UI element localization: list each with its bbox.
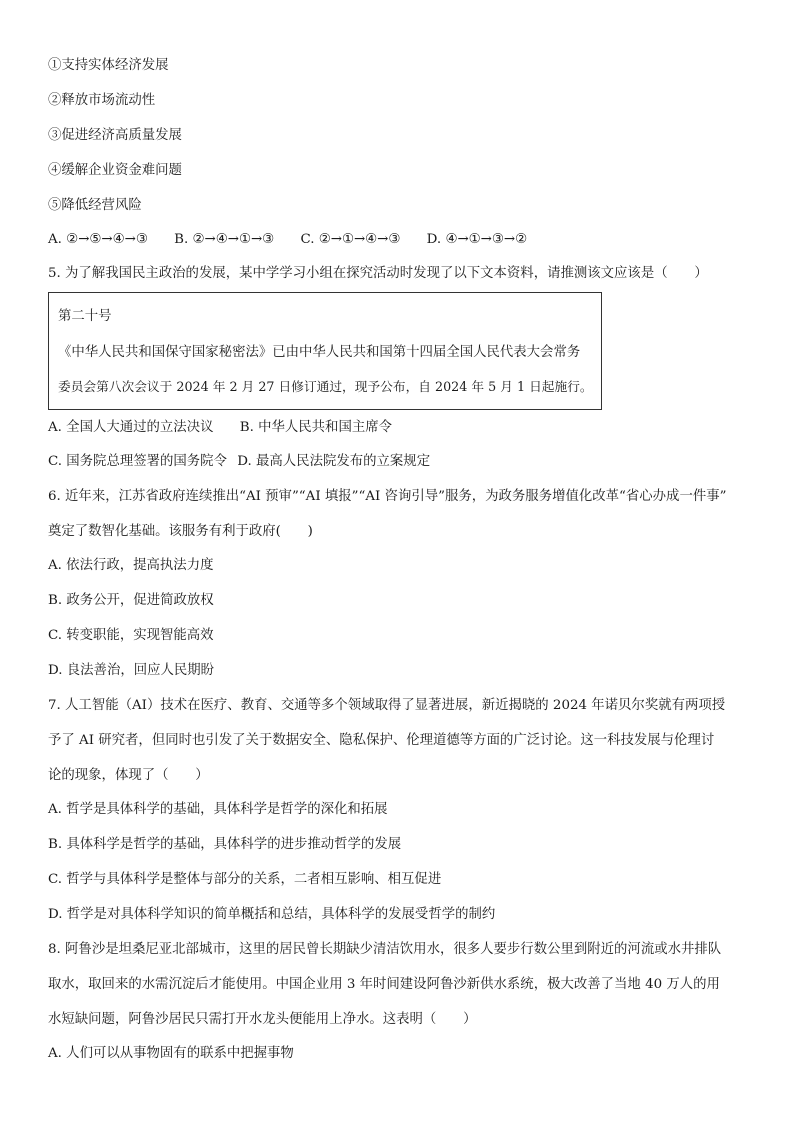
q7-option-a[interactable]: A. 哲学是具体科学的基础，具体科学是哲学的深化和拓展 [48, 802, 388, 817]
q4-item-5: ⑤降低经营风险 [48, 198, 142, 213]
q5-stem: 5. 为了解我国民主政治的发展，某中学学习小组在探究活动时发现了以下文本资料，请推测该文应该是（ ） [48, 266, 708, 281]
q7-stem-line-2: 予了 AI 研究者，但同时也引发了关于数据安全、隐私保护、伦理道德等方面的广泛讨论。这一科技发展与伦理讨 [48, 733, 715, 748]
q6-option-d[interactable]: D. 良法善治，回应人民期盼 [48, 663, 215, 678]
q4-item-4: ④缓解企业资金难问题 [48, 163, 182, 178]
q7-stem-line-1: 7. 人工智能（AI）技术在医疗、教育、交通等多个领域取得了显著进展，新近揭晓的 2024 年诺贝尔奖就有两项授 [48, 698, 726, 713]
q5-box-line-1: 《中华人民共和国保守国家秘密法》已由中华人民共和国第十四届全国人民代表大会常务 [58, 345, 581, 360]
q6-option-c[interactable]: C. 转变职能，实现智能高效 [48, 628, 214, 643]
q5-options-row-1 [48, 418, 392, 438]
q4-item-2: ②释放市场流动性 [48, 93, 156, 108]
q5-document-box [48, 292, 602, 410]
q8-stem-line-1: 8. 阿鲁沙是坦桑尼亚北部城市，这里的居民曾长期缺少清洁饮用水，很多人要步行数公里到附近的河流或水井排队 [48, 942, 722, 957]
q5-option-c[interactable]: C. 国务院总理签署的国务院令 [48, 454, 227, 469]
q4-option-b[interactable]: B. ②→④→①→③ [174, 232, 275, 247]
q4-item-1: ①支持实体经济发展 [48, 58, 169, 73]
q4-item-3: ③促进经济高质量发展 [48, 128, 182, 143]
q5-option-b[interactable]: B. 中华人民共和国主席令 [239, 420, 393, 435]
q8-option-a[interactable]: A. 人们可以从事物固有的联系中把握事物 [48, 1046, 294, 1061]
q8-stem-line-2: 取水，取回来的水需沉淀后才能使用。中国企业用 3 年时间建设阿鲁沙新供水系统，极大改善了当地 40 万人的用 [48, 977, 720, 992]
q5-option-a[interactable]: A. 全国人大通过的立法决议 [48, 420, 214, 435]
q6-stem-line-1: 6. 近年来，江苏省政府连续推出“AI 预审”“AI 填报”“AI 咨询引导”服务，为政务服务增值化改革“省心办成一件事” [48, 489, 727, 504]
q4-option-a[interactable]: A. ②→⑤→④→③ [48, 232, 148, 247]
q6-option-b[interactable]: B. 政务公开，促进简政放权 [48, 593, 214, 608]
q7-stem-line-3: 论的现象，体现了（ ） [48, 768, 209, 783]
q6-stem-line-2: 奠定了数智化基础。该服务有利于政府( ) [48, 524, 313, 539]
q5-box-line-2: 委员会第八次会议于 2024 年 2 月 27 日修订通过，现予公布，自 2024 年 5 月 1 日起施行。 [58, 379, 593, 394]
q6-option-a[interactable]: A. 依法行政，提高执法力度 [48, 558, 214, 573]
q5-options-row-2 [48, 452, 430, 472]
q5-box-number: 第二十号 [58, 309, 112, 324]
q7-option-c[interactable]: C. 哲学与具体科学是整体与部分的关系，二者相互影响、相互促进 [48, 872, 442, 887]
q4-options [48, 230, 527, 250]
q4-option-d[interactable]: D. ④→①→③→② [426, 232, 528, 247]
q8-stem-line-3: 水短缺问题，阿鲁沙居民只需打开水龙头便能用上净水。这表明（ ） [48, 1012, 477, 1027]
q7-option-d[interactable]: D. 哲学是对具体科学知识的简单概括和总结，具体科学的发展受哲学的制约 [48, 907, 496, 922]
q7-option-b[interactable]: B. 具体科学是哲学的基础，具体科学的进步推动哲学的发展 [48, 837, 402, 852]
q4-option-c[interactable]: C. ②→①→④→③ [300, 232, 401, 247]
q5-option-d[interactable]: D. 最高人民法院发布的立案规定 [237, 454, 431, 469]
